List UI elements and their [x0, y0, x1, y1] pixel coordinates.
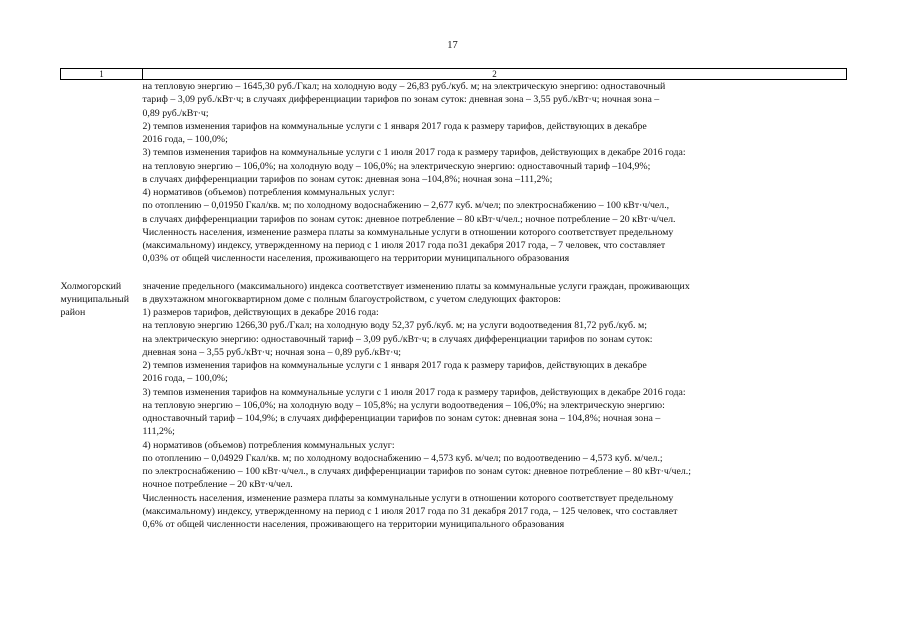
text-line: на тепловую энергию – 1645,30 руб./Гкал; на холодную воду – 26,83 руб./куб. м; на электрическую энергию: одноставочный: [142, 81, 666, 92]
text-line: Численность населения, изменение размера платы за коммунальные услуги в отношении которого соответствует предельному: [142, 492, 674, 504]
page-number: 17: [447, 40, 458, 51]
region-name-line: Холмогорский: [60, 280, 122, 292]
text-line: 2) темпов изменения тарифов на коммунальные услуги с 1 января 2017 года к размеру тарифов, действующих в декабре: [142, 360, 647, 371]
table-header-row: [61, 69, 847, 80]
text-line: по электроснабжению – 100 кВт·ч/чел., в случаях дифференциации тарифов по зонам суток: дневное потребление – 80 кВт·ч/чел.;: [142, 466, 691, 477]
text-line: в двухэтажном многоквартирном доме с полным благоустройством, с учетом следующих факторов:: [142, 293, 561, 305]
text-line: 1) размеров тарифов, действующих в декабре 2016 года:: [142, 307, 379, 318]
text-line: 4) нормативов (объемов) потребления коммунальных услуг:: [142, 187, 395, 198]
text-line: в случаях дифференциации тарифов по зонам суток: дневная зона –104,8%; ночная зона –111,2%;: [142, 173, 553, 185]
column-header-1: 1: [61, 69, 143, 80]
text-line: 0,89 руб./кВт·ч;: [142, 107, 209, 119]
description-cell: [143, 80, 847, 266]
text-line: 2016 года, – 100,0%;: [142, 134, 228, 145]
text-line: 111,2%;: [142, 426, 175, 438]
text-line: в случаях дифференциации тарифов по зонам суток: дневное потребление – 80 кВт·ч/чел.; ночное потребление – 20 кВт·ч/чел.: [142, 213, 676, 225]
region-name-line: муниципальный: [60, 293, 129, 305]
text-line: дневная зона – 3,55 руб./кВт·ч; ночная зона – 0,89 руб./кВт·ч;: [142, 346, 402, 358]
text-line: ночное потребление – 20 кВт·ч/чел.: [142, 479, 293, 491]
text-line: одноставочный тариф – 104,9%; в случаях дифференциации тарифов по зонам суток: дневная зона – 104,8%; ночная зона –: [142, 413, 661, 424]
region-name-line: район: [60, 307, 86, 318]
text-line: по отоплению – 0,01950 Гкал/кв. м; по холодному водоснабжению – 2,677 куб. м/чел; по электроснабжению – 100 кВт·ч/чел.,: [142, 200, 670, 212]
text-line: 4) нормативов (объемов) потребления коммунальных услуг:: [142, 439, 395, 451]
text-line: на тепловую энергию – 106,0%; на холодную воду – 106,0%; на электрическую энергию: одноставочный тариф –104,9%;: [142, 160, 651, 172]
text-line: 3) темпов изменения тарифов на коммунальные услуги с 1 июля 2017 года к размеру тарифов, действующих в декабре 2016 года:: [142, 147, 686, 159]
text-line: 0,03% от общей численности населения, проживающего на территории муниципального образования: [142, 253, 570, 265]
text-line: на электрическую энергию: одноставочный тариф – 3,09 руб./кВт·ч; в случаях дифференциации тарифов по зонам суток:: [142, 333, 653, 345]
text-line: на тепловую энергию – 106,0%; на холодную воду – 105,8%; на услуги водоотведения – 106,0%; на электрическую энергию:: [142, 399, 665, 411]
text-line: по отоплению – 0,04929 Гкал/кв. м; по холодному водоснабжению – 4,573 куб. м/чел; по водоотведению – 4,573 куб. м/чел.;: [142, 452, 663, 464]
text-line: (максимальному) индексу, утвержденному на период с 1 июля 2017 года по31 декабря 2017 года, – 7 человек, что составляет: [142, 240, 666, 251]
text-line: (максимальному) индексу, утвержденному на период с 1 июля 2017 года по 31 декабря 2017 года, – 125 человек, что составляет: [142, 505, 678, 517]
text-line: значение предельного (максимального) индекса соответствует изменению платы за коммунальные услуги граждан, проживающих: [142, 280, 690, 292]
text-line: 2016 года, – 100,0%;: [142, 373, 228, 385]
region-cell: [61, 80, 143, 266]
table-row: [61, 80, 847, 266]
document-table: [60, 68, 847, 531]
region-cell: [61, 266, 143, 532]
text-line: на тепловую энергию 1266,30 руб./Гкал; на холодную воду 52,37 руб./куб. м; на услуги водоотведения 81,72 руб./куб. м;: [142, 320, 647, 332]
text-line: Численность населения, изменение размера платы за коммунальные услуги в отношении которого соответствует предельному: [142, 226, 674, 238]
text-line: 2) темпов изменения тарифов на коммунальные услуги с 1 января 2017 года к размеру тарифов, действующих в декабре: [142, 120, 647, 132]
text-line: тариф – 3,09 руб./кВт·ч; в случаях дифференциации тарифов по зонам суток: дневная зона – 3,55 руб./кВт·ч; ночная зона –: [142, 94, 660, 106]
description-cell: [143, 266, 847, 532]
text-line: 0,6% от общей численности населения, проживающего на территории муниципального образования: [142, 519, 565, 530]
table-row: [61, 266, 847, 532]
column-header-2: 2: [143, 69, 847, 80]
text-line: 3) темпов изменения тарифов на коммунальные услуги с 1 июля 2017 года к размеру тарифов, действующих в декабре 2016 года:: [142, 386, 686, 398]
